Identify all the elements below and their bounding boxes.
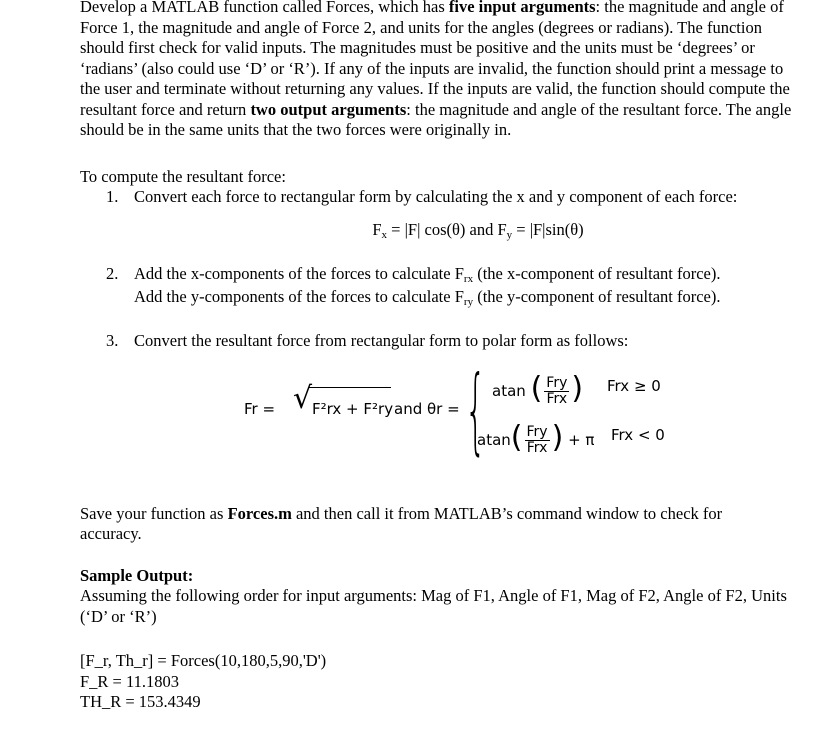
code-line-2: F_R = 11.1803	[80, 671, 179, 691]
step-3-text: Convert the resultant force from rectangular form to polar form as follows:	[134, 331, 629, 350]
fraction-1-numerator: Fry	[546, 374, 568, 391]
step-3	[106, 331, 810, 352]
sample-heading-text: Sample Output:	[80, 565, 194, 585]
step-2-line-1	[134, 264, 810, 287]
step-2-line-2-sub: ry	[463, 295, 474, 308]
assignment-page	[80, 0, 810, 713]
step-2-line-2-end: (the y-component of resultant force).	[473, 286, 721, 306]
polar-formula	[80, 355, 810, 468]
plus-pi: + π	[568, 430, 595, 449]
step-2-line-1-end: (the x-component of resultant force).	[473, 264, 721, 283]
atan-label-2: atan	[477, 430, 511, 449]
fraction-1-denominator: Frx	[546, 390, 568, 407]
fx-symbol: F	[372, 219, 382, 239]
step-1	[106, 187, 810, 208]
intro-text-2: : the magnitude and angle of Force 1, the magnitude and angle of Force 2, and units for the angles (degrees or radians). The function should first check for valid inputs. The magnitudes must be positive and the units must be ‘degrees’ or ‘radians’ (also could use ‘D’ or ‘R’). If any of the inputs are invalid, the function should print a message to the user and terminate without returning any values. If the inputs are valid, the function should compute the resultant force and return	[80, 0, 790, 119]
save-paragraph	[80, 504, 780, 545]
step-2-line-2	[134, 287, 810, 310]
atan-case-1: atan ( $\frac{\text{Fry}}{\text{Frx}}$ )	[492, 370, 584, 407]
step-2	[106, 264, 810, 309]
atan-case-2: atan( $\frac{\text{Fry}}{\text{Frx}}$ ) + π	[477, 419, 595, 456]
fr-label: Fr =	[244, 399, 276, 418]
sqrt-bar	[309, 387, 391, 388]
fraction-2-numerator: Fry	[526, 423, 548, 440]
save-filename: Forces.m	[227, 503, 292, 523]
condition-1: Frx ≥ 0	[607, 376, 661, 395]
step-3-number: 3.	[106, 331, 119, 350]
code-line-3: TH_R = 153.4349	[80, 692, 201, 711]
step-2-line-2-text: Add the y-components of the forces to calculate F	[134, 286, 464, 306]
fy-rhs: = |F|sin(θ)	[512, 219, 584, 239]
and-theta: and θr =	[394, 399, 460, 418]
intro-paragraph	[80, 0, 792, 141]
fraction-2	[525, 425, 550, 456]
sample-text: Assuming the following order for input arguments: Mag of F1, Angle of F1, Mag of F2, Angle of F2, Units (‘D’ or ‘R’)	[80, 586, 787, 626]
fx-subscript: x	[381, 228, 388, 241]
intro-bold-2: two output arguments	[250, 99, 407, 119]
intro-bold-1: five input arguments	[448, 0, 596, 16]
intro-text-3: : the magnitude and angle of the resultant force. The angle should be in the same units that the two forces were originally in.	[80, 99, 792, 139]
step-2-line-1-sub: rx	[463, 273, 474, 285]
fraction-2-denominator: Frx	[526, 439, 548, 456]
sqrt-inner: F²rx + F²ry	[312, 399, 394, 418]
atan-label-1: atan	[492, 381, 526, 400]
sample-heading	[80, 566, 810, 587]
save-text-2: and then call it from MATLAB’s command window to check for accuracy.	[80, 503, 723, 543]
rectangular-formula	[106, 220, 810, 243]
save-text-1: Save your function as	[80, 503, 228, 523]
fy-subscript: y	[506, 228, 513, 241]
fraction-1	[544, 376, 569, 407]
step-1-text: Convert each force to rectangular form by calculating the x and y component of each force:	[134, 187, 738, 206]
condition-2: Frx < 0	[611, 425, 665, 444]
step-2-line-1-text: Add the x-components of the forces to calculate F	[134, 264, 464, 283]
step-2-number: 2.	[106, 264, 119, 283]
sample-code	[80, 651, 810, 713]
intro-text-1: Develop a MATLAB function called Forces, which has	[80, 0, 449, 16]
steps-list	[106, 187, 810, 352]
step-1-number: 1.	[106, 187, 119, 206]
sqrt-symbol: √	[293, 380, 313, 416]
compute-heading: To compute the resultant force:	[80, 166, 286, 186]
fx-rhs: = |F| cos(θ) and F	[387, 219, 507, 239]
code-line-1: [F_r, Th_r] = Forces(10,180,5,90,'D')	[80, 651, 327, 670]
left-brace: {	[465, 355, 486, 465]
